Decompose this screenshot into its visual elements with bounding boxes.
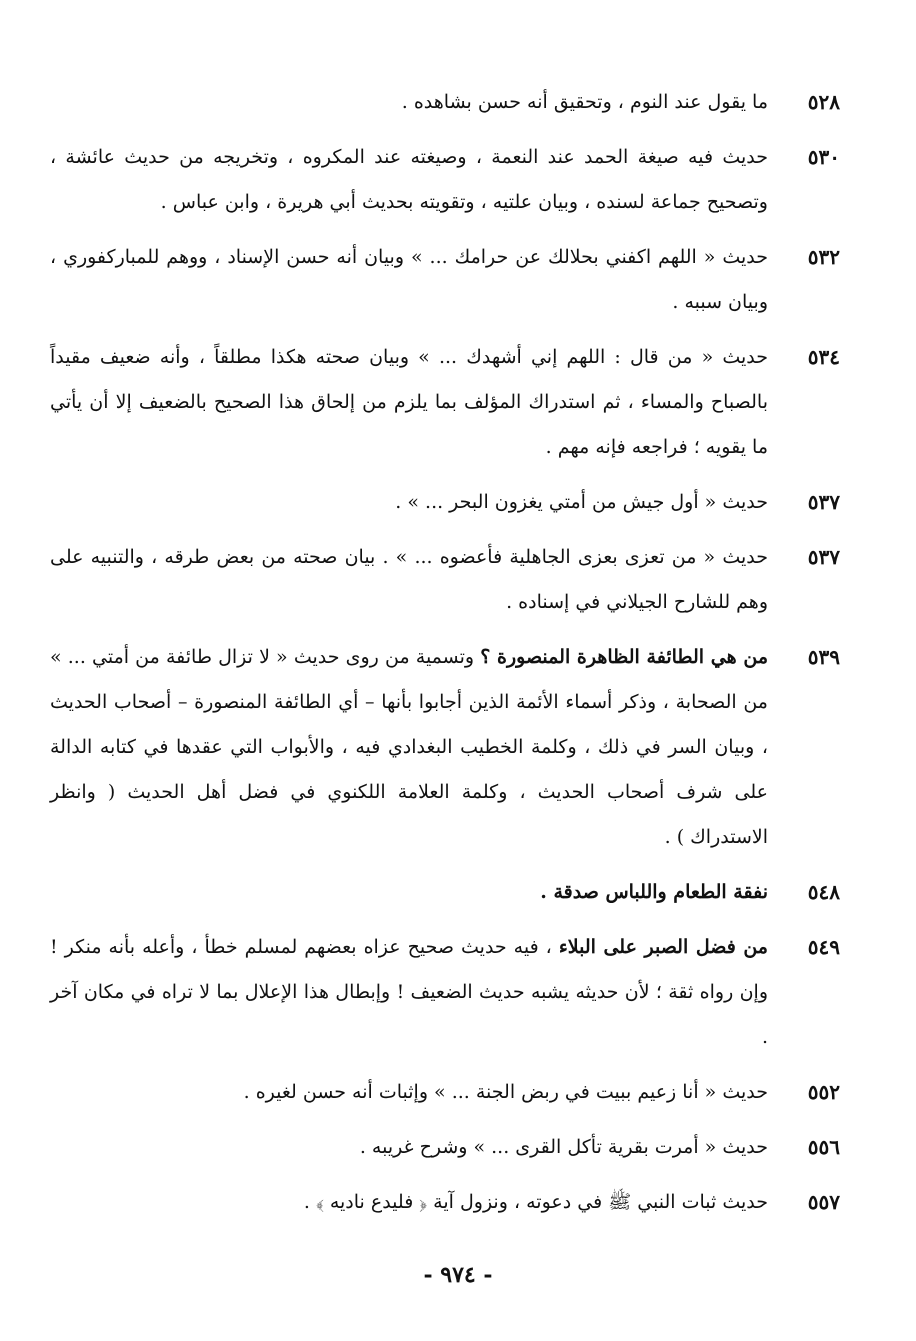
page-number: - ٩٧٤ - xyxy=(423,1262,493,1288)
entry-page-number: ٥٣٠ xyxy=(807,145,840,169)
entry-text: حديث ثبات النبي ﷺ في دعوته ، ونزول آية ﴿ فليدع ناديه ﴾ . xyxy=(303,1191,768,1213)
index-entry xyxy=(50,1070,840,1115)
entry-text: حديث فيه صيغة الحمد عند النعمة ، وصيغته عند المكروه ، وتخريجه من حديث عائشة ، وتصحيح جماعة لسنده ، وبيان علتيه ، وتقويته بحديث أبي هريرة ، وابن عباس . xyxy=(50,146,768,213)
entry-text: حديث « من تعزى بعزى الجاهلية فأعضوه ... » . بيان صحته من بعض طرقه ، والتنبيه على وهم للشارح الجيلاني في إسناده . xyxy=(50,546,768,613)
entry-text: حديث « اللهم اكفني بحلالك عن حرامك ... » وبيان أنه حسن الإسناد ، ووهم للمباركفوري ، وبيان سببه . xyxy=(50,246,768,313)
entry-text: حديث « أول جيش من أمتي يغزون البحر ... » . xyxy=(395,491,768,513)
entry-page-number: ٥٤٨ xyxy=(807,880,840,904)
entry-text: وتسمية من روى حديث « لا تزال طائفة من أمتي ... » من الصحابة ، وذكر أسماء الأئمة الذين أجابوا بأنها – أي الطائفة المنصورة – أصحاب الحديث ، وبيان السر في ذلك ، وكلمة الخطيب البغدادي فيه ، والأبواب التي عقدها في كتابه الدالة على شرف أصحاب الحديث ، وكلمة العلامة اللكنوي في فضل أهل الحديث ( وانظر الاستدراك ) . xyxy=(50,646,768,848)
entry-text: حديث « أمرت بقرية تأكل القرى ... » وشرح غريبه . xyxy=(359,1136,768,1158)
entry-text: ما يقول عند النوم ، وتحقيق أنه حسن بشاهده . xyxy=(401,91,768,113)
entry-text: حديث « من قال : اللهم إني أشهدك ... » وبيان صحته هكذا مطلقاً ، وأنه ضعيف مقيداً بالصباح والمساء ، ثم استدراك المؤلف بما يلزم من إلحاق هذا الصحيح بالضعيف إلا أن يأتي ما يقويه ؛ فراجعه فإنه مهم . xyxy=(50,346,768,458)
entry-text: حديث « أنا زعيم ببيت في ربض الجنة ... » وإثبات أنه حسن لغيره . xyxy=(243,1081,768,1103)
index-entry xyxy=(50,135,840,225)
entry-page-number: ٥٥٦ xyxy=(807,1135,840,1159)
index-entry xyxy=(50,870,840,915)
entry-page-number: ٥٥٢ xyxy=(807,1080,840,1104)
index-entry xyxy=(50,1125,840,1170)
index-entry xyxy=(50,235,840,325)
entry-text: ، فيه حديث صحيح عزاه بعضهم لمسلم خطأ ، وأعله بأنه منكر ! وإن رواه ثقة ؛ لأن حديثه يشبه حديث الضعيف ! وإبطال هذا الإعلال بما لا تراه في مكان آخر . xyxy=(50,936,768,1048)
index-entry xyxy=(50,480,840,525)
index-entry xyxy=(50,335,840,470)
entry-page-number: ٥٣٧ xyxy=(807,490,840,514)
entry-page-number: ٥٥٧ xyxy=(807,1190,840,1214)
entry-page-number: ٥٣٤ xyxy=(807,345,840,369)
index-entry xyxy=(50,635,840,860)
entry-page-number: ٥٢٨ xyxy=(807,90,840,114)
entry-heading: من هي الطائفة الظاهرة المنصورة ؟ xyxy=(480,646,768,668)
entry-heading: نفقة الطعام واللباس صدقة . xyxy=(540,881,768,903)
entry-page-number: ٥٤٩ xyxy=(807,935,840,959)
index-entry xyxy=(50,535,840,625)
entry-page-number: ٥٣٧ xyxy=(807,545,840,569)
index-entry xyxy=(50,925,840,1060)
entry-page-number: ٥٣٢ xyxy=(807,245,840,269)
index-entry-list xyxy=(50,80,840,1235)
index-entry xyxy=(50,1180,840,1225)
entry-page-number: ٥٣٩ xyxy=(807,645,840,669)
entry-heading: من فضل الصبر على البلاء xyxy=(558,936,768,958)
index-entry xyxy=(50,80,840,125)
